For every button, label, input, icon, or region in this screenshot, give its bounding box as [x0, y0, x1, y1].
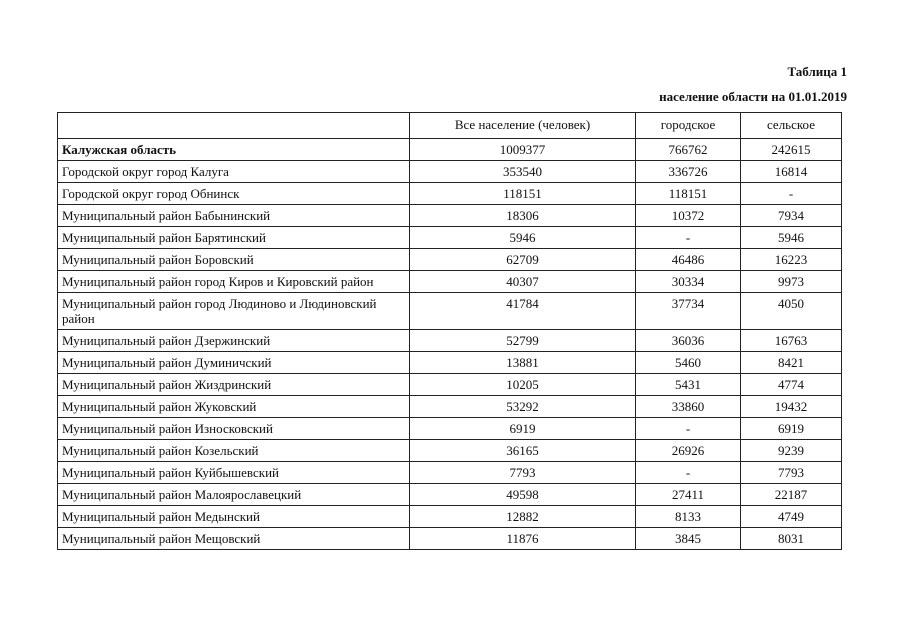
table-row [58, 418, 842, 440]
row-rural-cell: 4774 [741, 374, 842, 396]
table-row [58, 528, 842, 550]
row-rural-cell: 9239 [741, 440, 842, 462]
row-name-cell: Муниципальный район Жиздринский [58, 374, 410, 396]
row-total-cell: 52799 [410, 330, 636, 352]
row-urban-cell: 10372 [636, 205, 741, 227]
row-total-cell: 12882 [410, 506, 636, 528]
row-name-cell: Муниципальный район Козельский [58, 440, 410, 462]
row-rural-cell: 16223 [741, 249, 842, 271]
row-rural-cell: 6919 [741, 418, 842, 440]
row-name-cell: Муниципальный район Боровский [58, 249, 410, 271]
table-row [58, 396, 842, 418]
row-name-cell: Городской округ город Калуга [58, 161, 410, 183]
table-row [58, 205, 842, 227]
row-total-cell: 11876 [410, 528, 636, 550]
row-name-cell: Муниципальный район Малоярославецкий [58, 484, 410, 506]
header-cell-name [58, 113, 410, 139]
row-total-cell: 40307 [410, 271, 636, 293]
row-urban-cell: 26926 [636, 440, 741, 462]
table-row [58, 271, 842, 293]
row-total-cell: 10205 [410, 374, 636, 396]
row-total-cell: 49598 [410, 484, 636, 506]
row-rural-cell: 8421 [741, 352, 842, 374]
row-rural-cell: 7934 [741, 205, 842, 227]
table-number-caption: Таблица 1 [787, 64, 847, 79]
row-total-cell: 62709 [410, 249, 636, 271]
row-rural-cell: 4749 [741, 506, 842, 528]
table-row [58, 249, 842, 271]
header-cell-total: Все население (человек) [410, 113, 636, 139]
row-rural-cell: 22187 [741, 484, 842, 506]
row-name-cell: Муниципальный район Износковский [58, 418, 410, 440]
table-row [58, 161, 842, 183]
row-name-cell: Муниципальный район Куйбышевский [58, 462, 410, 484]
row-urban-cell: - [636, 227, 741, 249]
row-urban-cell: 336726 [636, 161, 741, 183]
row-total-cell: 118151 [410, 183, 636, 205]
table-header-row [58, 113, 842, 139]
row-rural-cell: 16814 [741, 161, 842, 183]
table-row [58, 330, 842, 352]
row-urban-cell: 8133 [636, 506, 741, 528]
row-total-cell: 1009377 [410, 139, 636, 161]
row-name-cell: Калужская область [58, 139, 410, 161]
population-table [57, 112, 842, 550]
header-cell-rural: сельское [741, 113, 842, 139]
row-rural-cell: 8031 [741, 528, 842, 550]
row-rural-cell: 242615 [741, 139, 842, 161]
row-urban-cell: 36036 [636, 330, 741, 352]
row-total-cell: 353540 [410, 161, 636, 183]
row-urban-cell: 33860 [636, 396, 741, 418]
row-urban-cell: - [636, 462, 741, 484]
row-name-cell: Муниципальный район Барятинский [58, 227, 410, 249]
table-row [58, 183, 842, 205]
row-total-cell: 41784 [410, 293, 636, 330]
row-urban-cell: 46486 [636, 249, 741, 271]
table-row [58, 484, 842, 506]
row-urban-cell: - [636, 418, 741, 440]
row-rural-cell: - [741, 183, 842, 205]
row-name-cell: Муниципальный район город Людиново и Людиновский район [58, 293, 410, 330]
row-urban-cell: 5460 [636, 352, 741, 374]
table-row [58, 352, 842, 374]
row-name-cell: Муниципальный район Думиничский [58, 352, 410, 374]
row-urban-cell: 27411 [636, 484, 741, 506]
row-rural-cell: 5946 [741, 227, 842, 249]
row-total-cell: 18306 [410, 205, 636, 227]
table-row [58, 374, 842, 396]
row-name-cell: Муниципальный район Дзержинский [58, 330, 410, 352]
row-urban-cell: 30334 [636, 271, 741, 293]
row-urban-cell: 766762 [636, 139, 741, 161]
table-row [58, 440, 842, 462]
row-urban-cell: 37734 [636, 293, 741, 330]
row-urban-cell: 5431 [636, 374, 741, 396]
table-row [58, 227, 842, 249]
table-body [58, 139, 842, 550]
row-rural-cell: 16763 [741, 330, 842, 352]
row-total-cell: 53292 [410, 396, 636, 418]
row-rural-cell: 9973 [741, 271, 842, 293]
row-total-cell: 6919 [410, 418, 636, 440]
row-total-cell: 5946 [410, 227, 636, 249]
table-row [58, 506, 842, 528]
table-row [58, 293, 842, 330]
row-total-cell: 13881 [410, 352, 636, 374]
row-rural-cell: 4050 [741, 293, 842, 330]
row-urban-cell: 3845 [636, 528, 741, 550]
row-total-cell: 7793 [410, 462, 636, 484]
row-rural-cell: 7793 [741, 462, 842, 484]
header-cell-urban: городское [636, 113, 741, 139]
row-name-cell: Муниципальный район Жуковский [58, 396, 410, 418]
table-row [58, 462, 842, 484]
table-row [58, 139, 842, 161]
row-name-cell: Муниципальный район Мещовский [58, 528, 410, 550]
row-name-cell: Муниципальный район Бабынинский [58, 205, 410, 227]
row-total-cell: 36165 [410, 440, 636, 462]
row-name-cell: Городской округ город Обнинск [58, 183, 410, 205]
row-name-cell: Муниципальный район Медынский [58, 506, 410, 528]
row-urban-cell: 118151 [636, 183, 741, 205]
row-name-cell: Муниципальный район город Киров и Кировский район [58, 271, 410, 293]
row-rural-cell: 19432 [741, 396, 842, 418]
table-subtitle: население области на 01.01.2019 [659, 89, 847, 104]
